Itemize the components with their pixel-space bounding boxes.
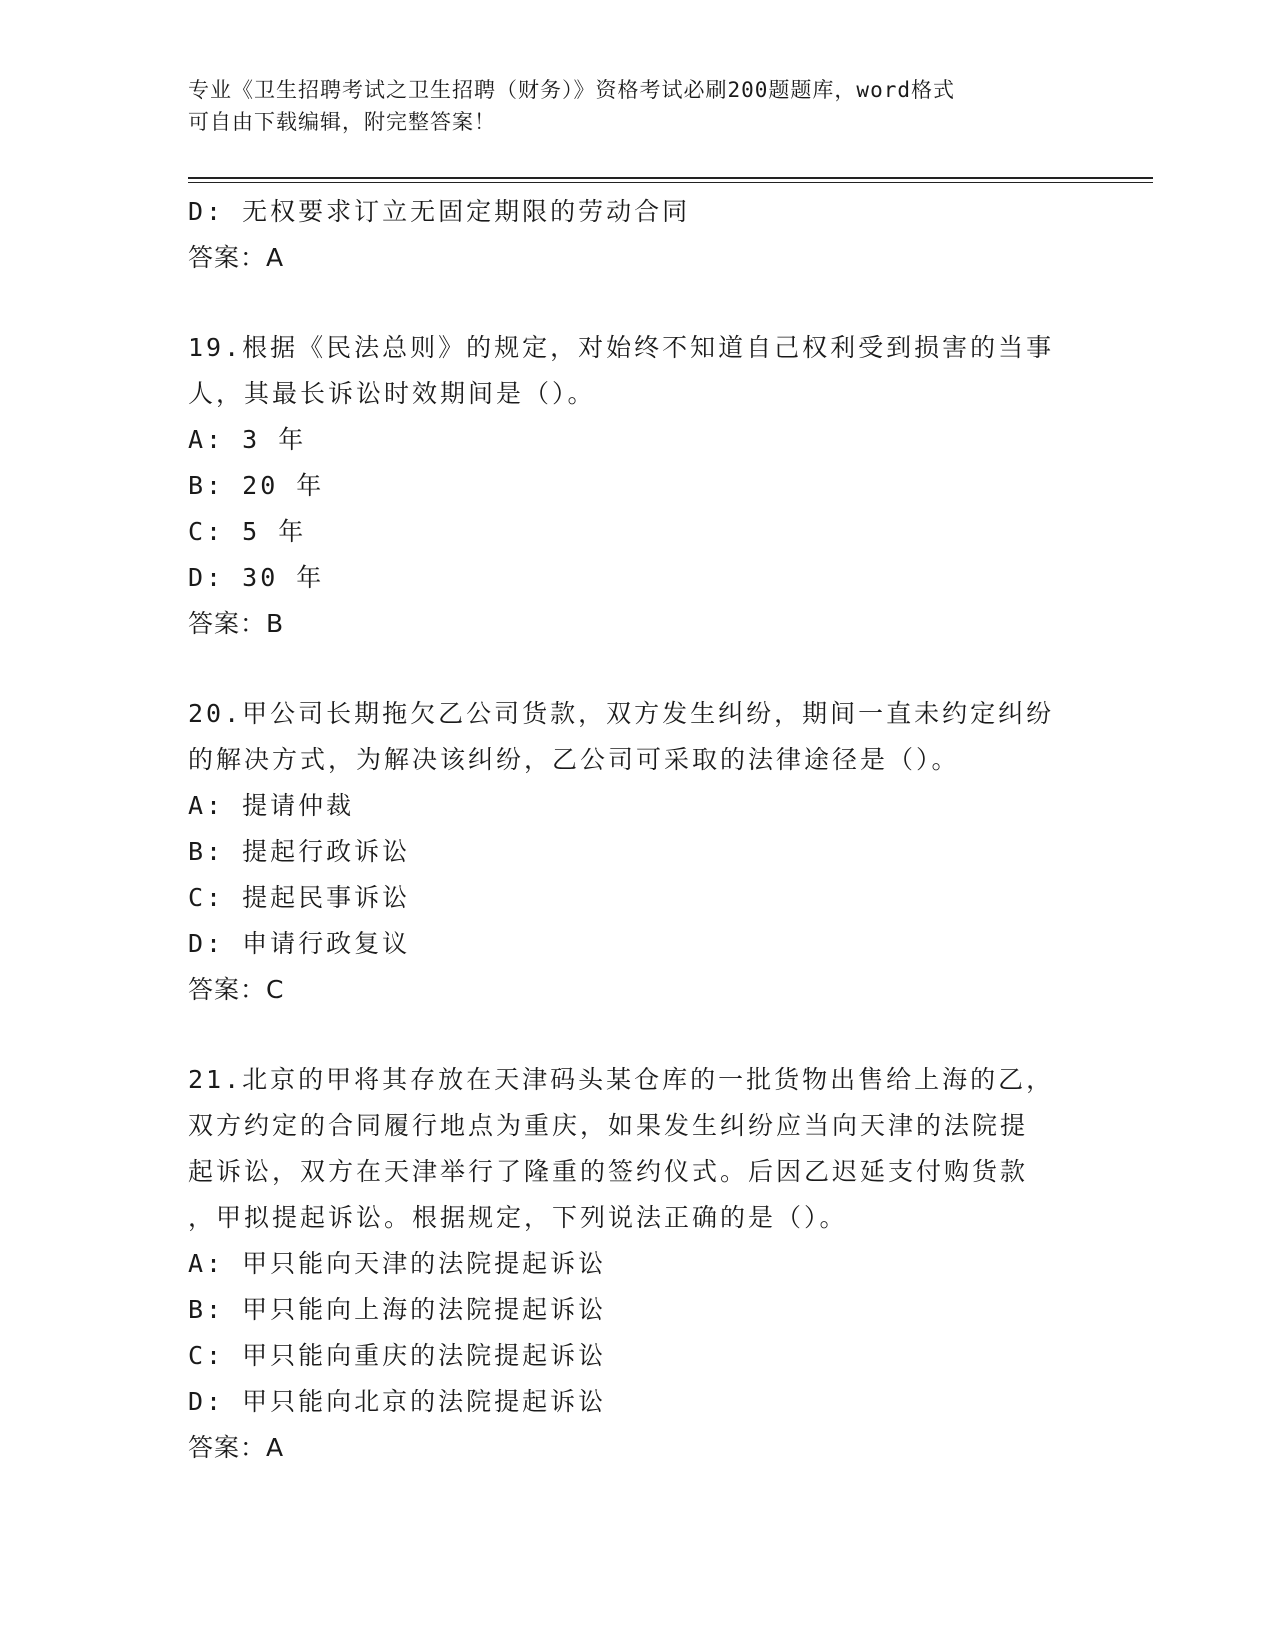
option-c: C: 5 年 (188, 517, 307, 546)
question-text-line: 20.甲公司长期拖欠乙公司货款，双方发生纠纷，期间一直未约定纠纷 (188, 699, 1055, 728)
option-a: A: 3 年 (188, 425, 307, 454)
question-list (188, 189, 1088, 1471)
question-text-line: 双方约定的合同履行地点为重庆，如果发生纠纷应当向天津的法院提 (188, 1111, 1029, 1140)
question-text-line: 起诉讼，双方在天津举行了隆重的签约仪式。后因乙迟延支付购货款 (188, 1157, 1029, 1186)
header-line-1: 专业《卫生招聘考试之卫生招聘（财务）》资格考试必刷200题题库，word格式 (188, 78, 955, 102)
header-line-2: 可自由下载编辑，附完整答案！ (188, 110, 496, 134)
answer-line: 答案：C (188, 975, 285, 1004)
question-text-line: ，甲拟提起诉讼。根据规定，下列说法正确的是（）。 (188, 1203, 848, 1232)
header-rule-thin (188, 182, 1153, 183)
answer-line: 答案：A (188, 243, 285, 272)
question-text-line: 21.北京的甲将其存放在天津码头某仓库的一批货物出售给上海的乙， (188, 1065, 1055, 1094)
question-19 (188, 325, 1088, 647)
option-b: B: 甲只能向上海的法院提起诉讼 (188, 1295, 607, 1324)
option-b: B: 提起行政诉讼 (188, 837, 411, 866)
answer-line: 答案：B (188, 609, 285, 638)
option-b: B: 20 年 (188, 471, 325, 500)
option-a: A: 提请仲裁 (188, 791, 355, 820)
option-c: C: 提起民事诉讼 (188, 883, 411, 912)
option-c: C: 甲只能向重庆的法院提起诉讼 (188, 1341, 607, 1370)
answer-line: 答案：A (188, 1433, 285, 1462)
option-d: D: 30 年 (188, 563, 325, 592)
option-d: D: 无权要求订立无固定期限的劳动合同 (188, 197, 691, 226)
question-text-line: 19.根据《民法总则》的规定，对始终不知道自己权利受到损害的当事 (188, 333, 1055, 362)
header-rule-thick (188, 177, 1153, 179)
question-text-line: 人，其最长诉讼时效期间是（）。 (188, 379, 596, 408)
question-20 (188, 691, 1088, 1013)
question-21 (188, 1057, 1088, 1471)
option-d: D: 申请行政复议 (188, 929, 411, 958)
document-header (188, 74, 1088, 138)
question-text-line: 的解决方式，为解决该纠纷，乙公司可采取的法律途径是（）。 (188, 745, 960, 774)
option-a: A: 甲只能向天津的法院提起诉讼 (188, 1249, 607, 1278)
option-d: D: 甲只能向北京的法院提起诉讼 (188, 1387, 607, 1416)
